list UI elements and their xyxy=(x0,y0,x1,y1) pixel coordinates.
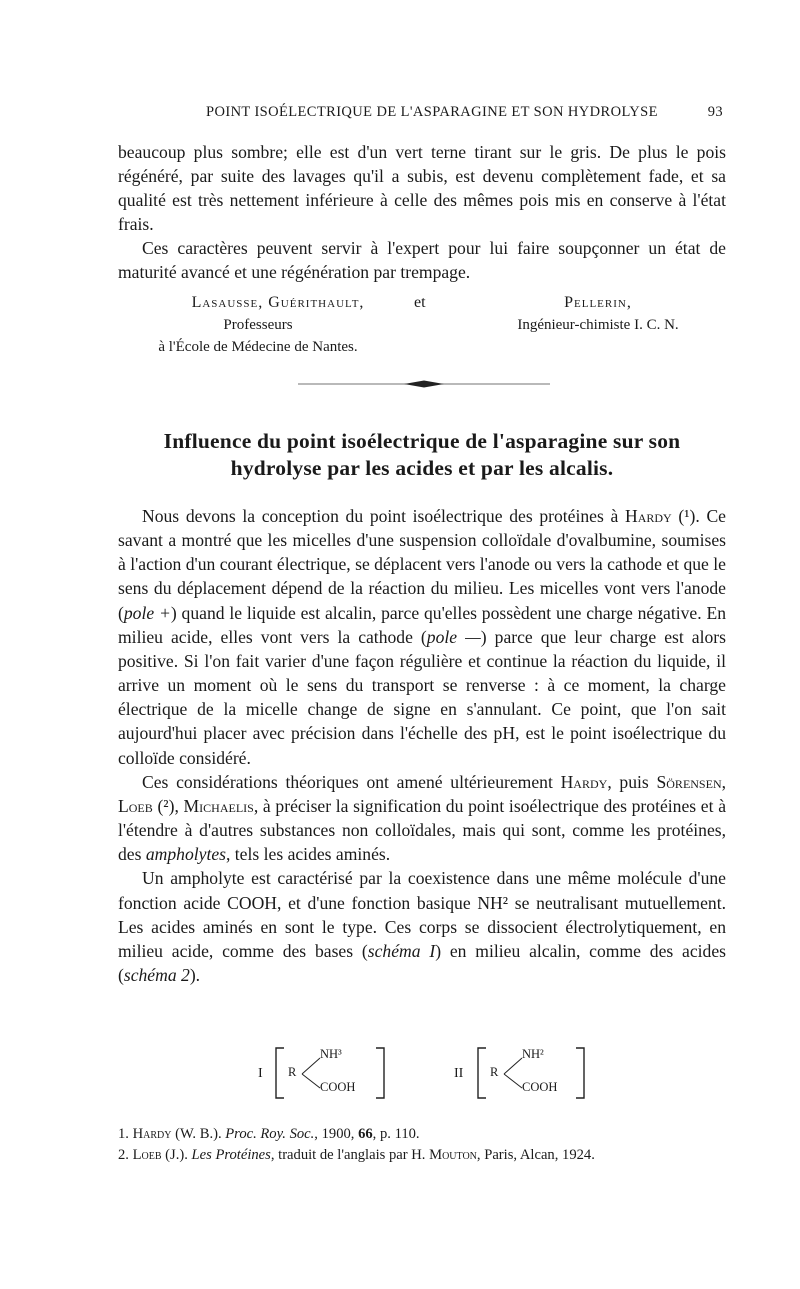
author-name: Pellerin, xyxy=(564,294,632,311)
formula-label: II xyxy=(454,1066,464,1081)
page-number: 93 xyxy=(707,104,723,120)
section-divider xyxy=(298,378,550,390)
author-ref: Hardy xyxy=(560,771,608,792)
author-ref: Michaelis xyxy=(183,795,254,816)
footnote-ref: (¹) xyxy=(678,506,696,526)
formula-schema-1 xyxy=(250,1044,400,1100)
author-role: Professeurs xyxy=(223,317,293,333)
paragraph: Un ampholyte est caractérisé par la coexistence dans une même molécule d'une fonction acide COOH, et d'une fonction basique NH² se neutralisant mutuellement. Les acides aminés en sont le type. Ces corps se dissocient électrolytiquement, en milieu acide, comme des bases (schéma I) en milieu alcalin, comme des acides (schéma 2). xyxy=(118,868,726,985)
article-body xyxy=(118,504,726,987)
footnote-ref: (²) xyxy=(157,795,175,816)
article-title xyxy=(118,428,726,482)
formula-r: R xyxy=(288,1065,297,1079)
formula-r: R xyxy=(490,1065,499,1079)
author-names: Lasausse, Guérithault, xyxy=(191,294,365,311)
title-line-2: hydrolyse par les acides et par les alcalis. xyxy=(230,456,614,480)
paragraph: Nous devons la conception du point isoélectrique des protéines à Hardy (¹). Ce savant a montré que les micelles d'une suspension colloïdale d'ovalbumine, soumises à l'action d'un courant électrique, se déplacent vers l'anode ou vers la cathode et que le sens du déplacement dépend de la réaction du milieu. Les micelles vont vers l'anode (pole +) quand le liquide est alcalin, parce qu'elles possèdent une charge négative. En milieu acide, elles vont vers la cathode (pole —) parce que leur charge est alors positive. Si l'on fait varier d'une façon régulière et continue la réaction du liquide, il arrive un moment où le sens du transport se renverse : à ce moment, la charge électrique de la micelle change de signe en s'annulant. Ce point, que l'on sait aujourd'hui placer avec précision dans l'échelle des pH, est le point isoélectrique du colloïde considéré. xyxy=(118,506,726,768)
running-title: POINT ISOÉLECTRIQUE DE L'ASPARAGINE ET SON HYDROLYSE xyxy=(206,104,658,120)
author-ref: Loeb xyxy=(118,795,153,816)
formula-top: NH³ xyxy=(320,1047,342,1061)
footnote-1: 1. Hardy (W. B.). Proc. Roy. Soc., 1900, 66, p. 110. xyxy=(118,1126,420,1142)
formula-label: I xyxy=(258,1066,263,1081)
previous-article-text xyxy=(118,140,726,285)
author-ref: Sörensen xyxy=(656,771,722,792)
paragraph: beaucoup plus sombre; elle est d'un vert terne tirant sur le gris. De plus le pois régénéré, par suite des lavages qu'il a subis, est devenu complètement fade, et sa qualité est très nettement inférieure à celle des mêmes pois mis en conserve à l'état frais. xyxy=(118,142,726,235)
formula-top: NH² xyxy=(522,1047,544,1061)
author-affiliation: à l'École de Médecine de Nantes. xyxy=(158,339,358,355)
author-role: Ingénieur-chimiste I. C. N. xyxy=(517,317,679,333)
footnote-2: 2. Loeb (J.). Les Protéines, traduit de l'anglais par H. Mouton, Paris, Alcan, 1924. xyxy=(118,1147,595,1163)
paragraph: Ces considérations théoriques ont amené ultérieurement Hardy, puis Sörensen, Loeb (²), Michaelis, à préciser la signification du point isoélectrique des protéines et à l'étendre à d'autres substances non colloïdales, mais qui sont, comme les protéines, des ampholytes, tels les acides aminés. xyxy=(118,771,727,865)
paragraph: Ces caractères peuvent servir à l'expert pour lui faire soupçonner un état de maturité avancé et une régénération par trempage. xyxy=(118,238,726,283)
signature-et: et xyxy=(414,294,426,311)
formula-schema-2 xyxy=(450,1044,600,1100)
title-line-1: Influence du point isoélectrique de l'asparagine sur son xyxy=(163,429,681,453)
formula-bottom: COOH xyxy=(320,1080,356,1094)
chemical-formulas xyxy=(250,1044,610,1102)
footnotes xyxy=(118,1124,726,1166)
author-ref: Hardy xyxy=(624,506,672,526)
formula-bottom: COOH xyxy=(522,1080,558,1094)
